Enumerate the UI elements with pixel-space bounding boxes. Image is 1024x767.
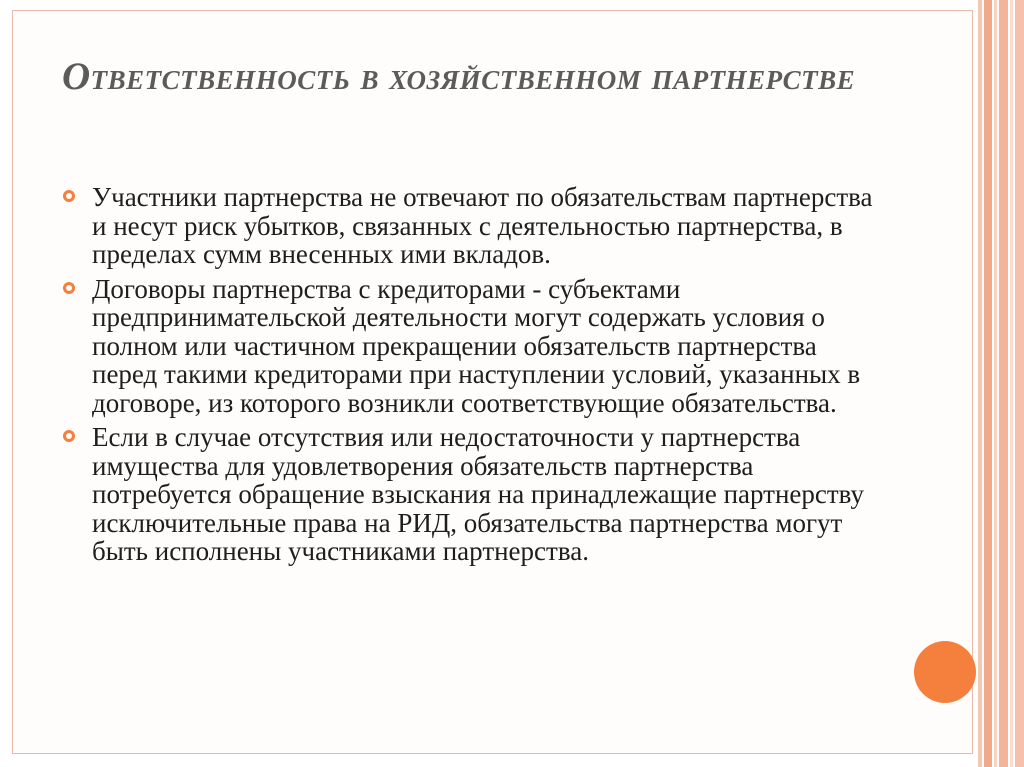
bullet-text: Если в случае отсутствия или недостаточности у партнерства имущества для удовлетворения обязательств партнерства потребуется обращение взыскания на принадлежащие партнерству исключительные права на РИД, обязательства партнерства могут быть исполнены участниками партнерства. xyxy=(92,422,864,566)
bullet-ring-icon xyxy=(62,281,76,295)
bullet-ring-icon xyxy=(62,429,76,443)
decorative-stripe xyxy=(984,0,992,767)
list-item xyxy=(62,275,882,418)
decorative-stripe xyxy=(978,0,982,767)
decorative-stripe xyxy=(1010,0,1013,767)
slide-title: Ответственность в хозяйственном партнерстве xyxy=(62,55,856,98)
decorative-stripe xyxy=(994,0,997,767)
bullet-text: Участники партнерства не отвечают по обязательствам партнерства и несут риск убытков, связанных с деятельностью партнерства, в пределах сумм внесенных ими вкладов. xyxy=(92,182,873,269)
bullet-list xyxy=(62,183,882,572)
orange-circle-icon xyxy=(914,641,976,703)
list-item xyxy=(62,423,882,566)
list-item xyxy=(62,183,882,269)
decorative-stripe xyxy=(999,0,1008,767)
bullet-text: Договоры партнерства с кредиторами - субъектами предпринимательской деятельности могут содержать условия о полном или частичном прекращении обязательств партнерства перед такими кредиторами при наступлении условий, указанных в договоре, из которого возникли соответствующие обязательства. xyxy=(92,273,861,418)
decorative-stripe xyxy=(1015,0,1024,767)
bullet-ring-icon xyxy=(62,189,76,203)
